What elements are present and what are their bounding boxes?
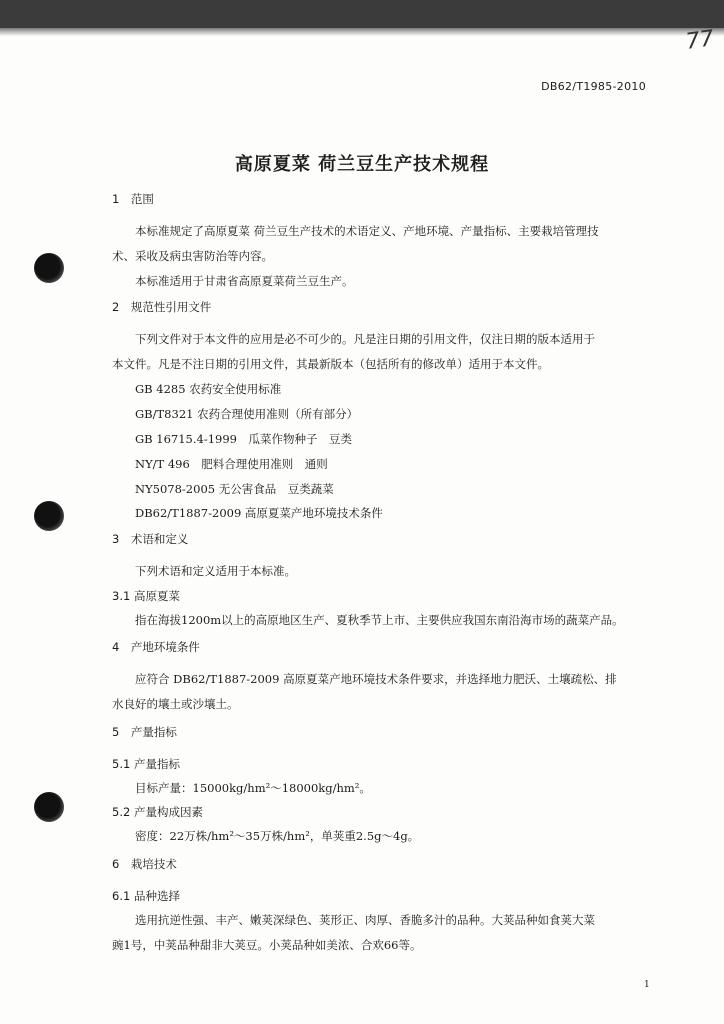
text-line: NY/T 496 肥料合理使用准则 通则 <box>135 457 328 471</box>
text-line: 密度：22万株/hm²～35万株/hm²，单荚重2.5g～4g。 <box>135 829 420 843</box>
text-line: 目标产量：15000kg/hm²～18000kg/hm²。 <box>135 781 371 795</box>
text-line: GB 16715.4-1999 瓜菜作物种子 豆类 <box>135 432 352 446</box>
text-line: NY5078-2005 无公害食品 豆类蔬菜 <box>135 482 334 496</box>
text-line: GB 4285 农药安全使用标准 <box>135 382 282 396</box>
section-heading: 5.2 产量构成因素 <box>112 805 203 819</box>
section-heading: 5.1 产量指标 <box>112 757 180 771</box>
text-line: 豌1号，中荚品种甜非大荚豆。小荚品种如美浓、合欢66等。 <box>112 938 422 952</box>
text-line: 本文件。凡是不注日期的引用文件，其最新版本（包括所有的修改单）适用于本文件。 <box>112 357 549 371</box>
handwritten-page-number: 77 <box>684 26 716 55</box>
punch-hole <box>34 501 64 531</box>
section-heading: 3 术语和定义 <box>112 532 189 546</box>
document-number: DB62/T1985-2010 <box>541 80 646 93</box>
section-heading: 4 产地环境条件 <box>112 640 200 654</box>
punch-hole <box>34 253 64 283</box>
document-title: 高原夏菜 荷兰豆生产技术规程 <box>234 154 490 175</box>
text-line: 应符合 DB62/T1887-2009 高原夏菜产地环境技术条件要求，并选择地力肥沃、土壤疏松、排 <box>135 672 617 686</box>
section-heading: 1 范围 <box>112 192 154 206</box>
text-line: 选用抗逆性强、丰产、嫩荚深绿色、荚形正、肉厚、香脆多汁的品种。大荚品种如食荚大菜 <box>135 913 595 927</box>
punch-hole <box>34 792 64 822</box>
text-line: 本标准适用于甘肃省高原夏菜荷兰豆生产。 <box>135 274 354 288</box>
scan-top-shadow <box>0 0 724 28</box>
scan-top-fade <box>0 28 724 36</box>
text-line: DB62/T1887-2009 高原夏菜产地环境技术条件 <box>135 506 383 520</box>
text-line: 本标准规定了高原夏菜 荷兰豆生产技术的术语定义、产地环境、产量指标、主要栽培管理技 <box>135 224 599 238</box>
text-line: 水良好的壤土或沙壤土。 <box>112 697 239 711</box>
section-heading: 3.1 高原夏菜 <box>112 589 180 603</box>
page-number: 1 <box>644 980 650 990</box>
section-heading: 6.1 品种选择 <box>112 889 180 903</box>
text-line: GB/T8321 农药合理使用准则（所有部分） <box>135 407 359 421</box>
text-line: 指在海拔1200m以上的高原地区生产、夏秋季节上市、主要供应我国东南沿海市场的蔬菜产品。 <box>135 613 624 627</box>
text-line: 术、采收及病虫害防治等内容。 <box>112 249 273 263</box>
text-line: 下列文件对于本文件的应用是必不可少的。凡是注日期的引用文件，仅注日期的版本适用于 <box>135 332 595 346</box>
text-line: 下列术语和定义适用于本标准。 <box>135 564 296 578</box>
section-heading: 6 栽培技术 <box>112 857 177 871</box>
section-heading: 2 规范性引用文件 <box>112 300 212 314</box>
section-heading: 5 产量指标 <box>112 725 177 739</box>
